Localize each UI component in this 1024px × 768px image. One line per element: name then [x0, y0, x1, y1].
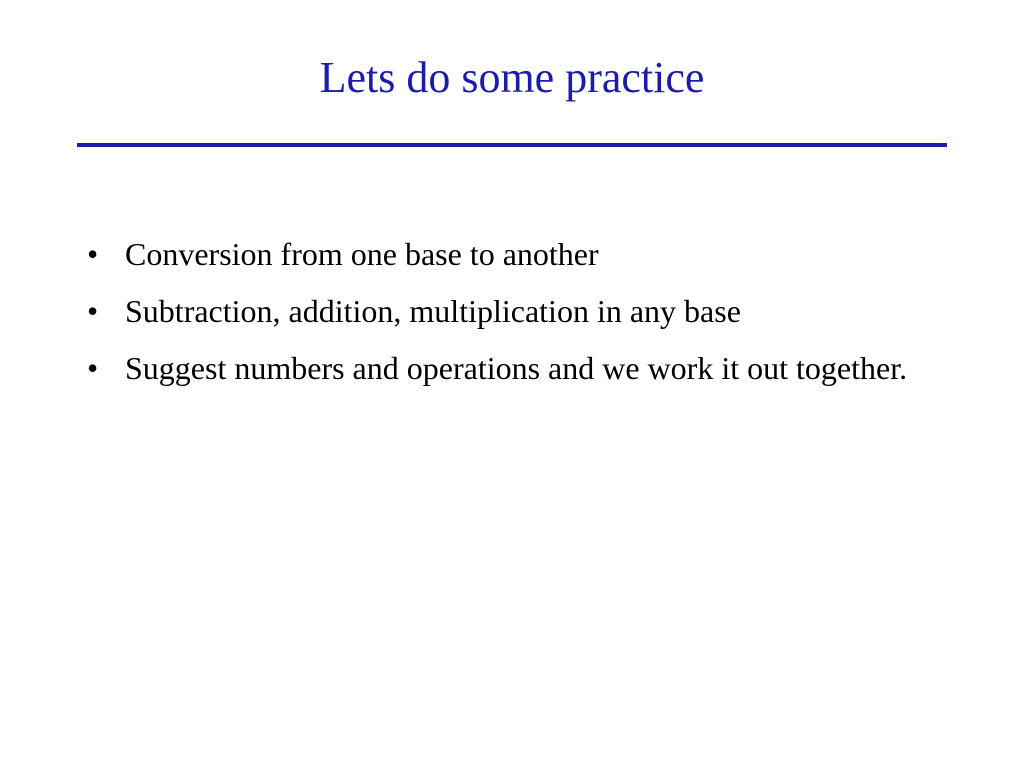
bullet-dot-icon: •: [87, 350, 99, 386]
bullet-text: Subtraction, addition, multiplication in any base: [125, 293, 741, 329]
bullet-text: Suggest numbers and operations and we work it out together.: [125, 350, 908, 386]
bullet-item: [87, 344, 917, 392]
bullet-item: [87, 287, 917, 335]
title-divider: [77, 143, 947, 147]
bullet-list: [87, 230, 917, 401]
bullet-text: Conversion from one base to another: [125, 236, 599, 272]
bullet-dot-icon: •: [87, 293, 99, 329]
bullet-dot-icon: •: [87, 236, 99, 272]
slide-title: Lets do some practice: [319, 53, 705, 102]
bullet-item: [87, 230, 917, 278]
